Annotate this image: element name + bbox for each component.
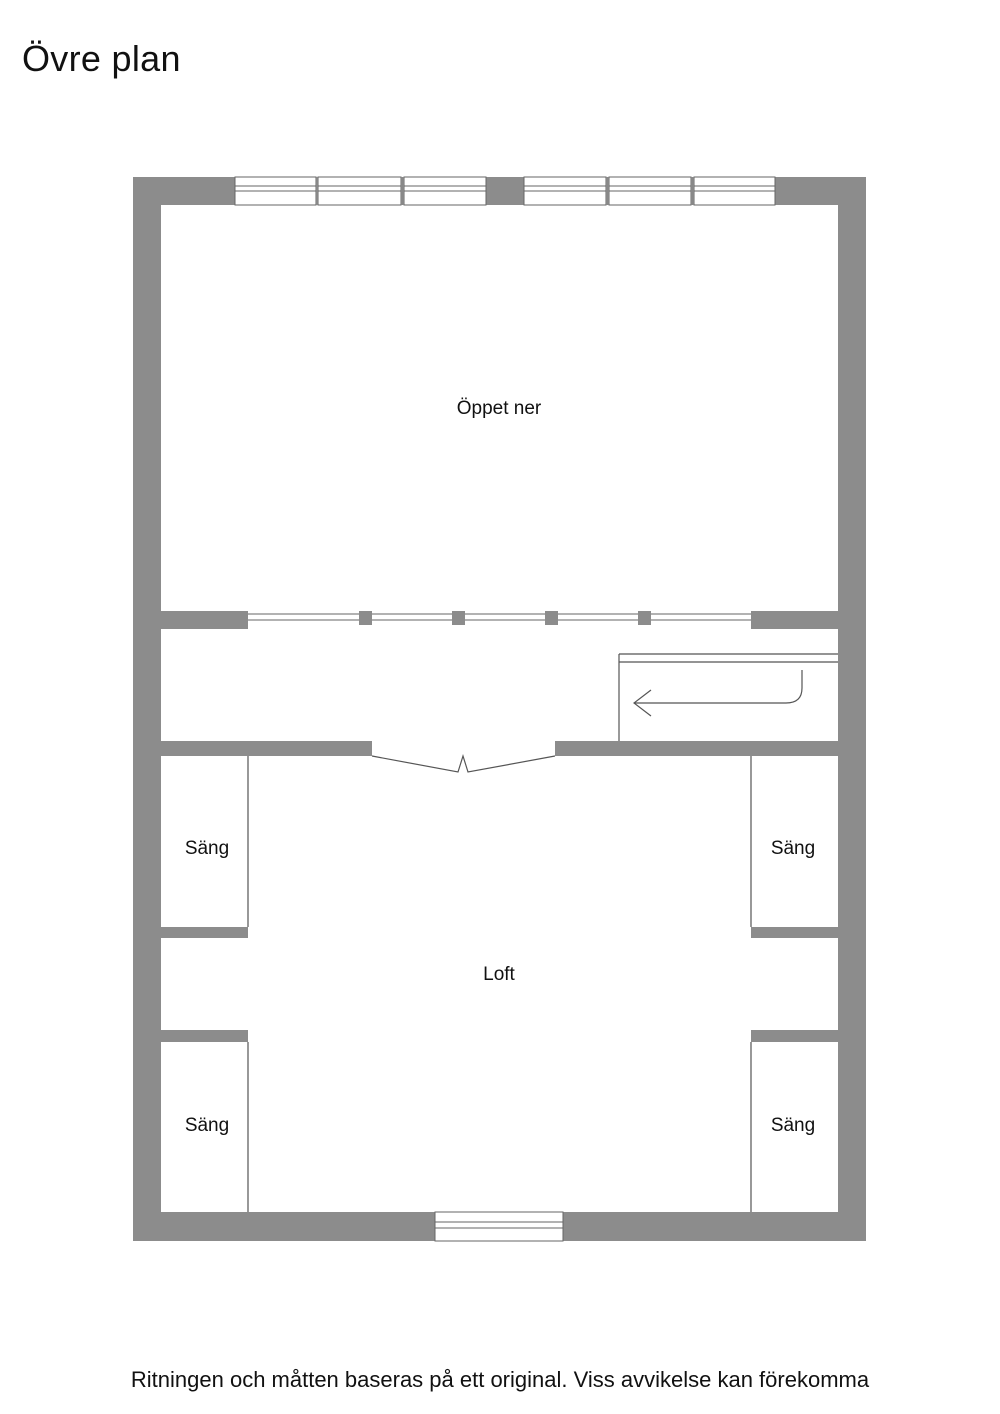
room-label-bed-bottom-right: Säng	[770, 1115, 816, 1136]
outer-walls	[133, 177, 866, 1241]
room-label-bed-bottom-left: Säng	[184, 1115, 230, 1136]
wall-top-middle	[486, 177, 524, 205]
hall-wall	[161, 741, 838, 772]
wall-left	[133, 177, 161, 1241]
room-label-loft: Loft	[483, 964, 515, 985]
wall-bottom-left	[133, 1212, 435, 1241]
wall-bottom-right	[563, 1212, 866, 1241]
room-label-bed-top-left: Säng	[184, 838, 230, 859]
room-label-open-below: Öppet ner	[456, 398, 542, 419]
staircase	[619, 654, 838, 741]
bottom-window	[435, 1212, 563, 1241]
disclaimer-footer: Ritningen och måtten baseras på ett original. Viss avvikelse kan förekomma	[130, 1367, 870, 1392]
room-label-bed-top-right: Säng	[770, 838, 816, 859]
wall-right	[838, 177, 866, 1241]
page-title: Övre plan	[22, 38, 181, 79]
railing-wall	[161, 611, 838, 629]
